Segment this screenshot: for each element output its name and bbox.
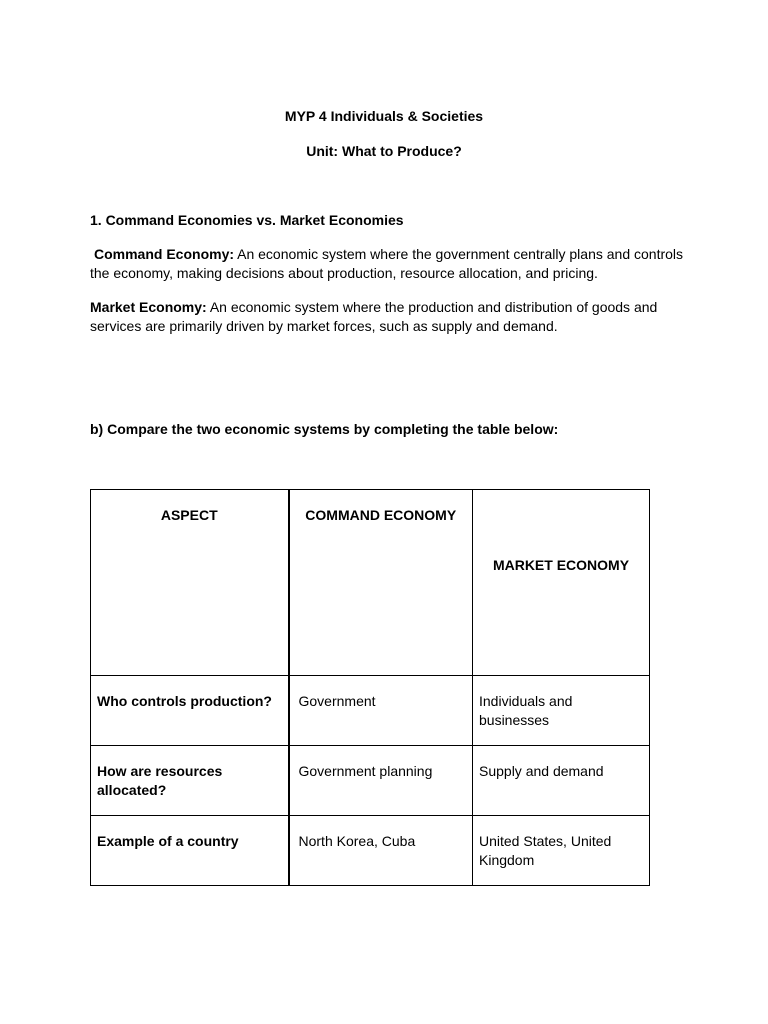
command-economy-term: Command Economy: xyxy=(94,246,235,262)
table-header-row xyxy=(91,490,650,676)
row-market: United States, United Kingdom xyxy=(479,833,612,868)
unit-title: Unit: What to Produce? xyxy=(306,143,462,159)
command-economy-text: An economic system where the government centrally plans and controls the economy, making decisions about production, resource allocation, and pricing. xyxy=(90,246,684,281)
table-cell[interactable] xyxy=(473,746,650,816)
table-cell[interactable] xyxy=(289,676,473,746)
header-aspect: ASPECT xyxy=(160,507,218,523)
row-aspect: Who controls production? xyxy=(97,693,272,709)
table-row xyxy=(91,746,650,816)
market-economy-definition xyxy=(90,298,690,336)
comparison-table xyxy=(90,489,650,886)
row-market: Individuals and businesses xyxy=(479,693,573,728)
table-cell[interactable] xyxy=(91,816,289,886)
market-economy-text: An economic system where the production and distribution of goods and services are primarily driven by market forces, such as supply and demand. xyxy=(90,299,658,334)
header-command-economy: COMMAND ECONOMY xyxy=(305,507,457,523)
table-cell[interactable] xyxy=(91,676,289,746)
row-market: Supply and demand xyxy=(479,763,604,779)
table-prompt: b) Compare the two economic systems by completing the table below: xyxy=(90,421,559,437)
row-command: North Korea, Cuba xyxy=(298,833,416,849)
table-row xyxy=(91,676,650,746)
table-cell[interactable] xyxy=(289,746,473,816)
row-command: Government xyxy=(298,693,376,709)
market-economy-term: Market Economy: xyxy=(90,299,207,315)
header-cell-command[interactable] xyxy=(289,490,473,676)
table-cell[interactable] xyxy=(473,676,650,746)
row-command: Government planning xyxy=(298,763,433,779)
header-cell-market[interactable] xyxy=(473,490,650,676)
course-title: MYP 4 Individuals & Societies xyxy=(284,108,484,124)
command-economy-definition xyxy=(90,245,690,283)
section-heading: 1. Command Economies vs. Market Economies xyxy=(90,212,404,228)
header-cell-aspect[interactable] xyxy=(91,490,289,676)
table-cell[interactable] xyxy=(91,746,289,816)
table-row xyxy=(91,816,650,886)
row-aspect: Example of a country xyxy=(97,833,239,849)
header-market-economy: MARKET ECONOMY xyxy=(492,557,630,573)
table-cell[interactable] xyxy=(289,816,473,886)
row-aspect: How are resources allocated? xyxy=(97,763,223,798)
table-cell[interactable] xyxy=(473,816,650,886)
